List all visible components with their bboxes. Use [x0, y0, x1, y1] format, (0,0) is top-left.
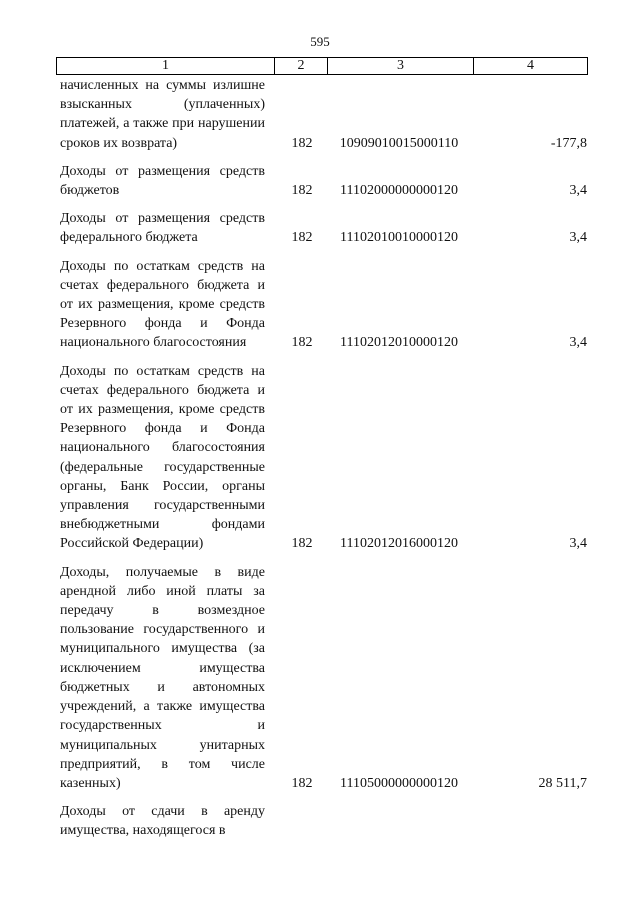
row-admin-code: 182: [291, 183, 313, 199]
table-row: [56, 563, 587, 793]
table-row: [56, 362, 587, 554]
row-amount: 3,4: [569, 536, 587, 552]
revenue-table-body: [56, 76, 587, 850]
row-amount: 3,4: [569, 230, 587, 246]
row-admin-code: 182: [291, 230, 313, 246]
row-amount: -177,8: [550, 135, 587, 151]
row-description: Доходы по остаткам средств на счетах федерального бюджета и от их размещения, кроме средств Резервного фонда и Фонда национального благосостояния (федеральные государственные органы, Банк России, органы управления государственными внебюджетными фондами Российской Федерации): [60, 363, 265, 552]
row-description: начисленных на суммы излишне взысканных (уплаченных) платежей, а также при нарушении сроков их возврата): [60, 78, 265, 151]
row-description: Доходы от размещения средств федерального бюджета: [60, 211, 265, 246]
row-description: Доходы от размещения средств бюджетов: [60, 163, 265, 199]
page-number: 595: [310, 34, 330, 49]
row-budget-classification-code: 11102012010000120: [340, 335, 458, 351]
table-row: [56, 802, 587, 840]
row-admin-code: 182: [291, 135, 313, 151]
row-budget-classification-code: 11102012016000120: [340, 536, 458, 552]
row-description: Доходы от сдачи в аренду имущества, находящегося в: [60, 804, 265, 839]
row-budget-classification-code: 11102010010000120: [340, 230, 458, 246]
column-header-3: 3: [328, 58, 474, 75]
column-header-table: [56, 57, 588, 75]
column-header-1: 1: [57, 58, 275, 75]
table-row: [56, 76, 587, 153]
row-description: Доходы, получаемые в виде арендной либо иной платы за передачу в возмездное пользование государственного и муниципального имущества (за исключением имущества бюджетных и автономных учреждений, а также имущества государственных и муниципальных унитарных предприятий, в том числе казенных): [60, 564, 265, 791]
row-admin-code: 182: [291, 775, 313, 791]
row-budget-classification-code: 11105000000000120: [340, 775, 458, 791]
table-row: [56, 162, 587, 200]
row-budget-classification-code: 10909010015000110: [339, 135, 459, 151]
table-row: [56, 209, 587, 247]
row-description: Доходы по остаткам средств на счетах федерального бюджета и от их размещения, кроме средств Резервного фонда и Фонда национального благосостояния: [60, 258, 265, 351]
row-amount: 28 511,7: [538, 775, 587, 791]
column-header-4: 4: [474, 58, 588, 75]
row-amount: 3,4: [569, 335, 587, 351]
row-admin-code: 182: [291, 536, 313, 552]
row-admin-code: 182: [291, 335, 313, 351]
row-amount: 3,4: [569, 183, 587, 199]
column-header-2: 2: [275, 58, 328, 75]
row-budget-classification-code: 11102000000000120: [340, 183, 458, 199]
table-row: [56, 257, 587, 353]
